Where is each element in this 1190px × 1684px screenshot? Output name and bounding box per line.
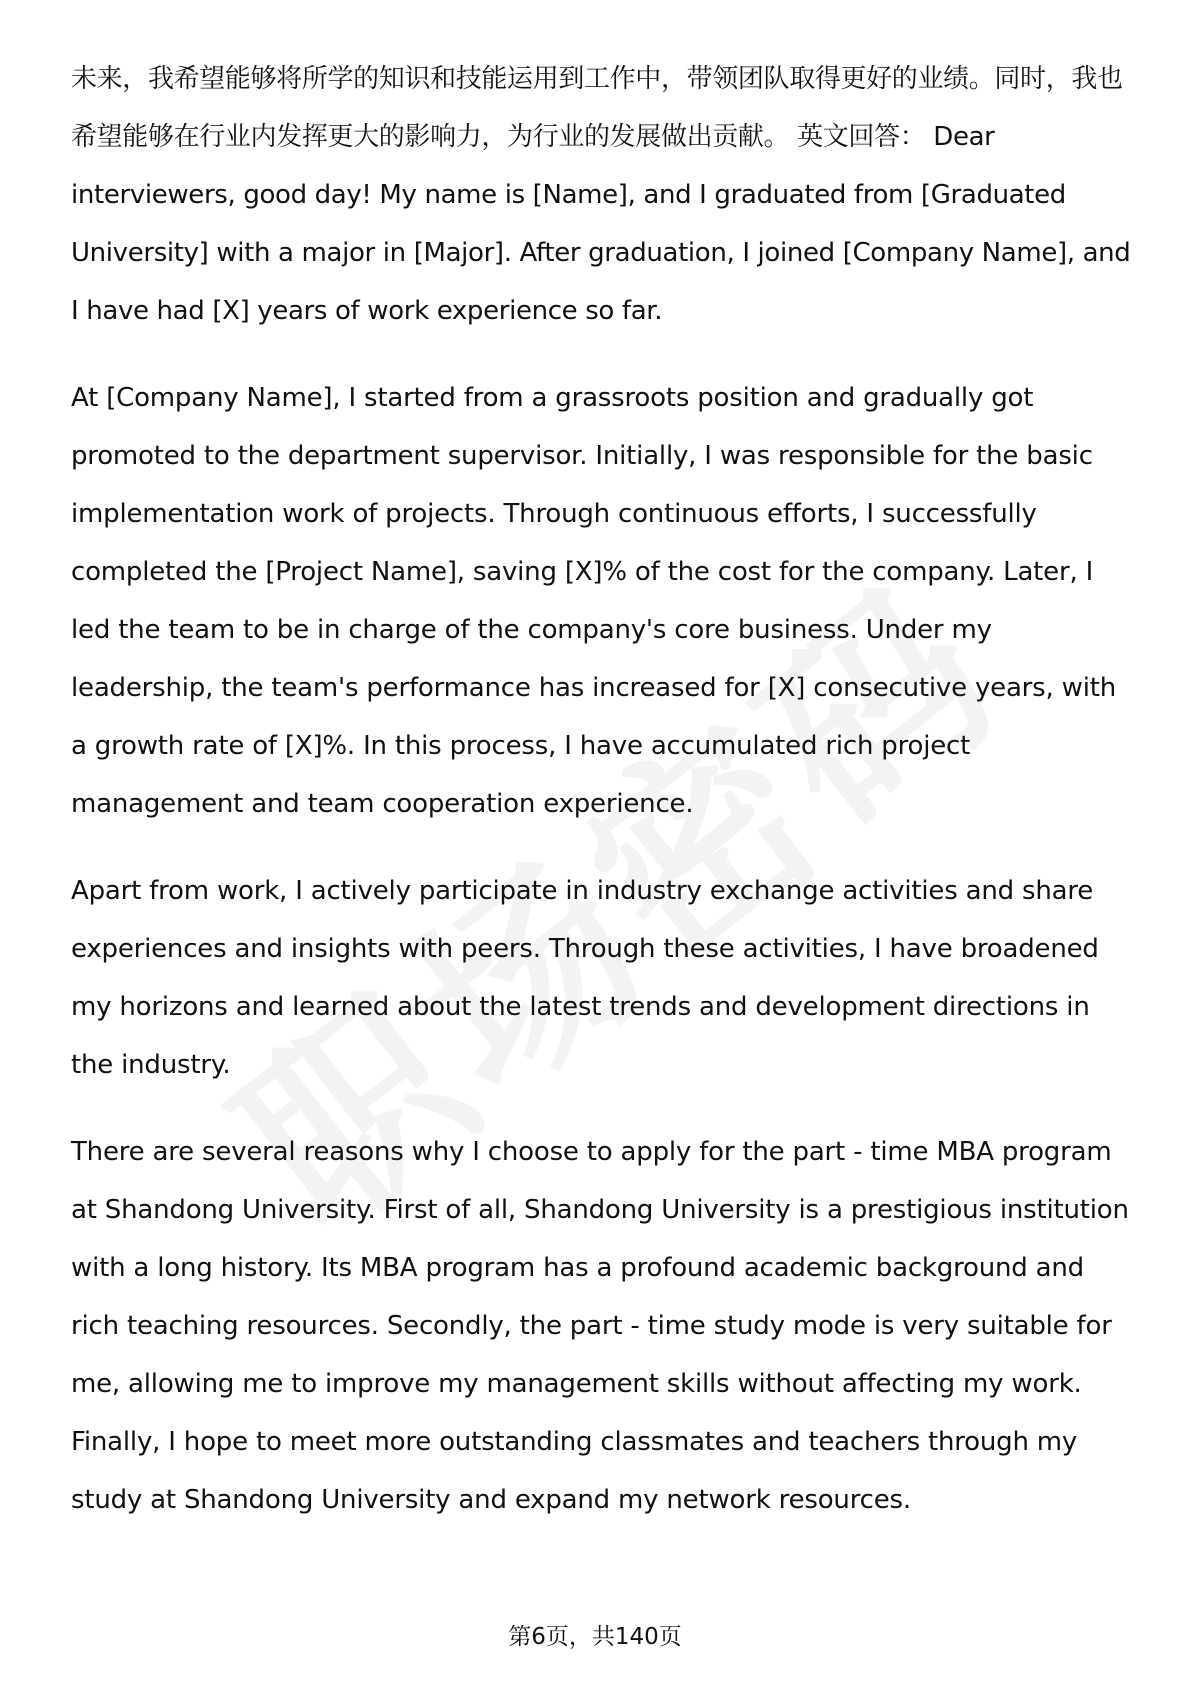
document-body	[71, 50, 1131, 1558]
page-number-footer: 第6页，共140页	[508, 1624, 682, 1650]
paragraph-2: At [Company Name], I started from a grassroots position and gradually got promoted to the department supervisor. Initially, I was responsible for the basic implementation work of projects. Through continuous efforts, I successfully completed the [Project Name], saving [X]% of the cost for the company. Later, I led the team to be in charge of the company's core business. Under my leadership, the team's performance has increased for [X] consecutive years, with a growth rate of [X]%. In this process, I have accumulated rich project management and team cooperation experience.	[71, 383, 1116, 819]
paragraph-3: Apart from work, I actively participate in industry exchange activities and share experiences and insights with peers. Through these activities, I have broadened my horizons and learned about the latest trends and development directions in the industry.	[71, 876, 1099, 1080]
paragraph-1: 未来，我希望能够将所学的知识和技能运用到工作中，带领团队取得更好的业绩。同时，我也希望能够在行业内发挥更大的影响力，为行业的发展做出贡献。 英文回答： Dear interviewers, good day! My name is [Name], and I graduated from [Graduated University] with a major in [Major]. After graduation, I joined [Company Name], and I have had [X] years of work experience so far.	[71, 64, 1131, 326]
paragraph-4: There are several reasons why I choose to apply for the part - time MBA program at Shandong University. First of all, Shandong University is a prestigious institution with a long history. Its MBA program has a profound academic background and rich teaching resources. Secondly, the part - time study mode is very suitable for me, allowing me to improve my management skills without affecting my work. Finally, I hope to meet more outstanding classmates and teachers through my study at Shandong University and expand my network resources.	[71, 1137, 1129, 1515]
